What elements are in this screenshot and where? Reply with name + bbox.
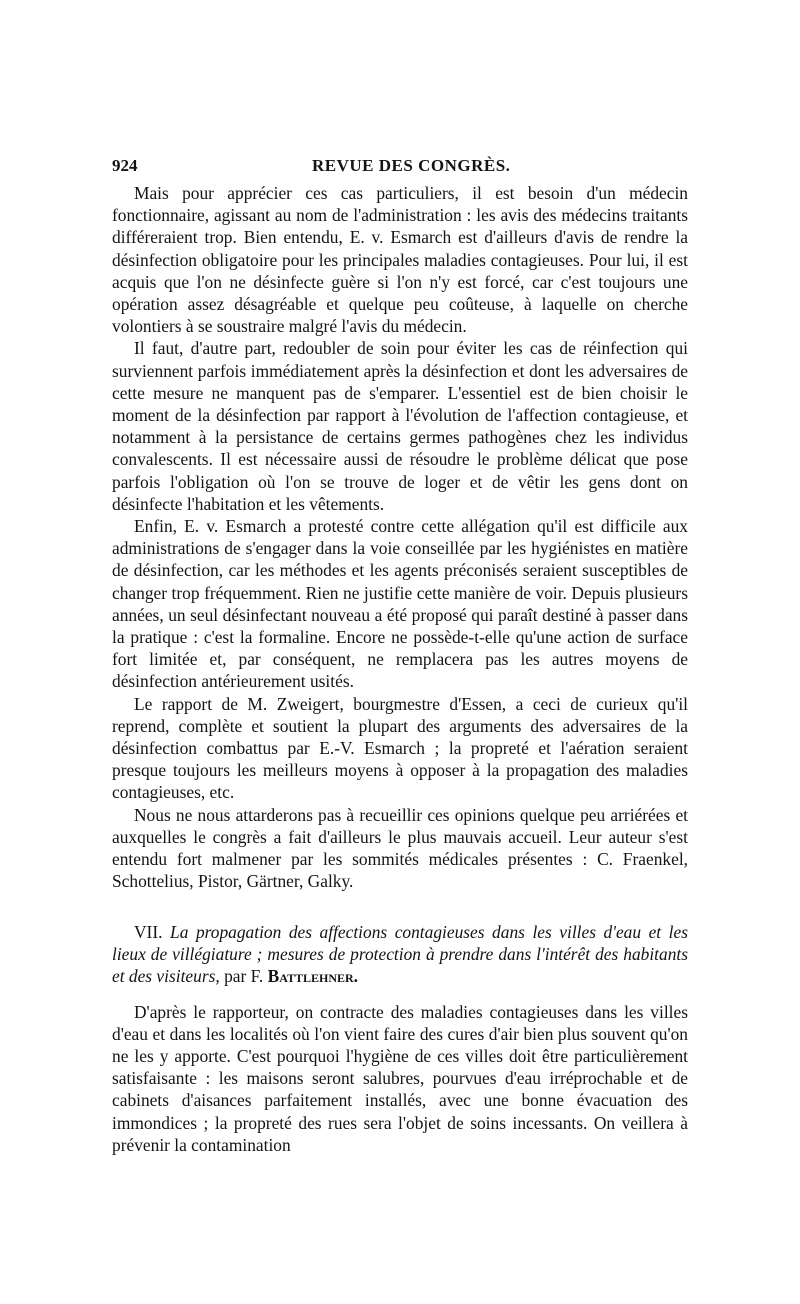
heading-spacer	[112, 987, 688, 1001]
paragraph-reinfection: Il faut, d'autre part, redoubler de soin pour éviter les cas de réinfection qui surviennent parfois immédiatement après la désinfection et dont les adversaires de cette mesure ne manquent pas de s'emparer. L'essentiel est de bien choisir le moment de la désinfection par rapport à l'évolution de l'affection contagieuse, et notamment à la persistance de certains germes pathogènes chez les individus convalescents. Il est nécessaire aussi de résoudre le problème délicat que pose parfois l'obligation où l'on se trouve de loger et de vêtir les gens dont on désinfecte l'habitation et les vêtements.	[112, 338, 688, 514]
paragraph-zweigert-report: Le rapport de M. Zweigert, bourgmestre d'Essen, a ceci de curieux qu'il reprend, complète et soutient la plupart des arguments des adversaires de la désinfection combattus par E.-V. Esmarch ; la propreté et l'aération seraient presque toujours les meilleurs moyens à opposer à la propagation des maladies contagieuses, etc.	[112, 693, 688, 803]
running-title: REVUE DES CONGRÈS.	[312, 156, 511, 175]
section-heading	[112, 921, 688, 987]
page-header	[112, 148, 688, 182]
section-title: La propagation des affections contagieuses dans les villes d'eau et les lieux de villégiature ; mesures de protection à prendre dans l'intérêt des habitants et des visiteurs,	[112, 921, 688, 986]
document-page	[112, 148, 688, 1156]
page-number: 924	[112, 156, 138, 175]
section-by: par F.	[224, 965, 264, 986]
section-author: Battlehner.	[267, 965, 359, 986]
section-spacer	[112, 893, 688, 921]
paragraph-esmarch-opinion: Mais pour apprécier ces cas particuliers, il est besoin d'un médecin fonctionnaire, agissant au nom de l'administration : les avis des médecins traitants différeraient trop. Bien entendu, E. v. Esmarch est d'ailleurs d'avis de rendre la désinfection obligatoire pour les principales maladies contagieuses. Pour lui, il est acquis que l'on ne désinfecte guère si l'on n'y est forcé, car c'est toujours une opération assez désagréable et quelque peu coûteuse, à laquelle on cherche volontiers à se soustraire malgré l'avis du médecin.	[112, 183, 688, 337]
paragraph-villes-d-eau: D'après le rapporteur, on contracte des maladies contagieuses dans les villes d'eau et dans les localités où l'on vient faire des cures d'air bien plus souvent qu'on ne les y apporte. C'est pourquoi l'hygiène de ces villes doit être particulièrement satisfaisante : les maisons seront salubres, pourvues d'eau irréprochable et de cabinets d'aisances parfaitement installés, avec une bonne évacuation des immondices ; la propreté des rues sera l'objet de soins incessants. On veillera à prévenir la contamination	[112, 1001, 688, 1155]
paragraph-formaline: Enfin, E. v. Esmarch a protesté contre cette allégation qu'il est difficile aux administrations de s'engager dans la voie conseillée par les hygiénistes en matière de désinfection, car les méthodes et les agents préconisés seraient susceptibles de changer trop fréquemment. Rien ne justifie cette manière de voir. Depuis plusieurs années, un seul désinfectant nouveau a été proposé qui paraît destiné à passer dans la pratique : c'est la formaline. Encore ne possède-t-elle qu'une action de surface fort limitée et, par conséquent, ne remplacera pas les autres moyens de désinfection antérieurement usités.	[112, 516, 688, 692]
paragraph-congress-reaction: Nous ne nous attarderons pas à recueillir ces opinions quelque peu arriérées et auxquelles le congrès a fait d'ailleurs le plus mauvais accueil. Leur auteur s'est entendu fort malmener par les sommités médicales présentes : C. Fraenkel, Schottelius, Pistor, Gärtner, Galky.	[112, 804, 688, 892]
section-number: VII.	[134, 921, 163, 942]
